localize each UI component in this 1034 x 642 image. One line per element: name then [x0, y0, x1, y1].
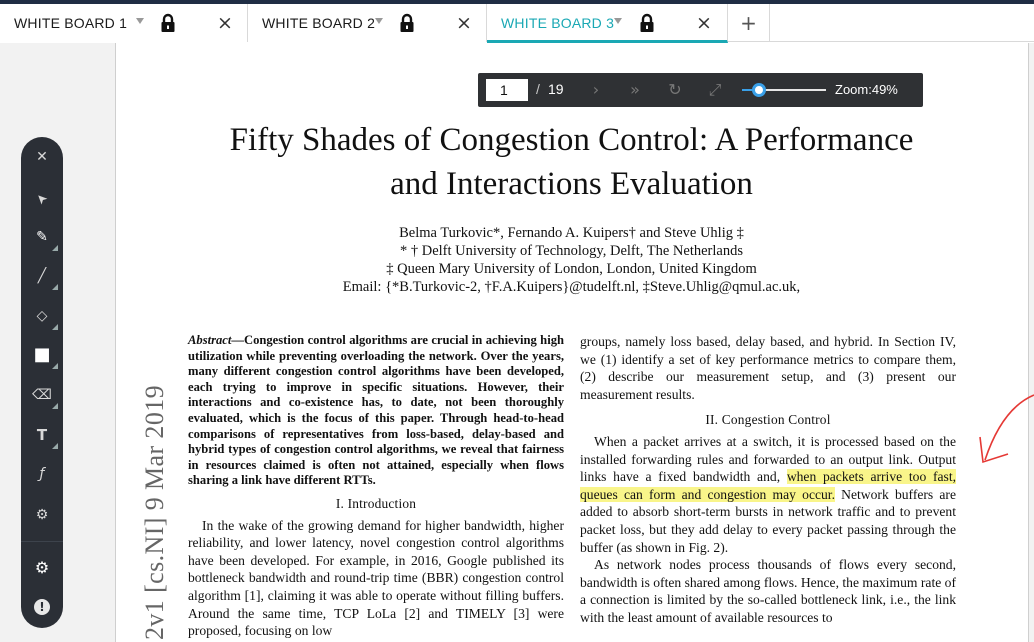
lock-icon[interactable]	[399, 13, 415, 33]
paper-left-column	[188, 333, 564, 640]
tab-label: WHITE BOARD 1	[14, 15, 128, 31]
chevron-down-icon[interactable]	[375, 18, 383, 24]
line-icon[interactable]: ╱	[21, 258, 63, 294]
pdf-toolbar	[478, 73, 923, 107]
tab-white-board-3[interactable]	[487, 4, 728, 43]
paper-right-column	[580, 333, 956, 627]
gear-icon[interactable]: ⚙	[34, 558, 50, 577]
formula-icon[interactable]: ƒ	[39, 466, 45, 482]
paper-authors: Belma Turkovic*, Fernando A. Kuipers† and Steve Uhlig ‡	[399, 225, 744, 241]
cc-text-a: When a packet arrives at a switch, it is processed based on the installed forwarding rules and forwarded to an output link. Output links have a fixed bandwidth and,	[580, 433, 956, 485]
paper-title	[160, 118, 983, 206]
section-heading-introduction: I. Introduction	[335, 495, 417, 511]
lock-icon[interactable]	[160, 13, 176, 33]
page-separator: /	[536, 81, 540, 97]
chevron-down-icon[interactable]	[614, 18, 622, 24]
congestion-control-paragraph	[580, 433, 956, 556]
paper-authors-block	[280, 224, 863, 296]
fit-screen-icon[interactable]: ⤢	[708, 80, 722, 99]
paper-title-line1: Fifty Shades of Congestion Control: A Performance	[229, 122, 914, 158]
close-icon[interactable]: ✕	[36, 149, 48, 165]
abstract-text: —Congestion control algorithms are crucial in achieving high utilization while preventing overloading the network. Over the years, many different congestion control algorithms have been developed, each trying to improve in specific situations. However, their interactions and co-existence has, to date, not been thoroughly evaluated, which is the focus of this paper. Through head-to-head comparisons of representatives from loss-based, delay-based and hybrid types of congestion control algorithms, we reveal that fairness in resources claimed is often not attained, especially when flows sharing a link have different RTTs.	[188, 333, 564, 488]
tab-label: WHITE BOARD 3	[501, 15, 615, 31]
section-heading-congestion-control: II. Congestion Control	[705, 412, 831, 428]
chevron-down-icon[interactable]	[136, 18, 144, 24]
arxiv-stamp: 2v1 [cs.NI] 9 Mar 2019	[140, 384, 169, 640]
next-page-icon[interactable]: ›	[592, 80, 600, 99]
rotate-icon[interactable]: ↻	[668, 80, 682, 99]
last-page-icon[interactable]: »	[630, 80, 640, 99]
zoom-slider-thumb[interactable]	[752, 83, 766, 97]
right-paragraph-1: groups, namely loss based, delay based, and hybrid. In Section IV, we (1) identify a set of key performance metrics to compare them, (2) describe our measurement setup, and (3) present our measurement results.	[580, 334, 956, 402]
settings-gear-icon[interactable]: ⚙	[35, 507, 49, 523]
paper-title-line2: and Interactions Evaluation	[390, 166, 753, 202]
tab-bar	[0, 4, 1034, 42]
paper-affiliation-1: * † Delft University of Technology, Delft, The Netherlands	[399, 243, 743, 259]
abstract-label: Abstract	[188, 333, 232, 347]
abstract	[188, 333, 564, 489]
add-tab-button[interactable]: +	[728, 4, 770, 42]
zoom-slider[interactable]	[742, 89, 826, 91]
pen-icon[interactable]: ✎	[21, 219, 63, 255]
paper-affiliation-2: ‡ Queen Mary University of London, London, United Kingdom	[386, 261, 757, 277]
eraser-icon[interactable]: ⌫	[21, 377, 63, 413]
paper-email: Email: {*B.Turkovic-2, †F.A.Kuipers}@tudelft.nl, ‡Steve.Uhlig@qmul.ac.uk,	[342, 279, 801, 295]
close-tab-icon[interactable]: ×	[456, 12, 472, 34]
tab-label: WHITE BOARD 2	[262, 15, 376, 31]
shape-cube-icon[interactable]: ◇	[21, 298, 63, 334]
close-tab-icon[interactable]: ×	[217, 12, 233, 34]
zoom-label: Zoom:49%	[835, 82, 898, 97]
intro-paragraph: In the wake of the growing demand for higher bandwidth, higher reliability, and lower latency, novel congestion control algorithms have been developed. For example, in 2016, Google published its bottleneck bandwidth and round-trip time (BBR) congestion control algorithm [1], claiming it was able to operate without filling buffers. Around the same time, TCP LoLa [2] and TIMELY [3] were proposed, focusing on low	[188, 517, 564, 639]
page-total: 19	[548, 81, 564, 97]
tools-divider	[21, 541, 63, 542]
fill-color-icon[interactable]: ■	[21, 337, 63, 373]
highlighted-text[interactable]: when packets arrive too fast, queues can form and congestion may occur.	[580, 469, 956, 502]
tab-white-board-2[interactable]	[248, 4, 487, 42]
drawing-tools-panel	[21, 137, 63, 628]
lock-icon[interactable]	[639, 13, 655, 33]
close-tab-icon[interactable]: ×	[696, 12, 712, 34]
page-number-input[interactable]	[486, 79, 528, 101]
cc-text-b: Network buffers are added to absorb short-term bursts in network traffic and to prevent packet loss, but they add delay to every packet passing through the buffer (as shown in Fig. 2).	[580, 486, 956, 555]
text-icon[interactable]: T	[21, 417, 63, 453]
alert-icon[interactable]: !	[21, 589, 63, 625]
select-pointer-icon[interactable]: ➤	[32, 189, 51, 208]
congestion-control-paragraph-2: As network nodes process thousands of flows every second, bandwidth is often shared among flows. Hence, the maximum rate of a connection is limited by the so-called bottleneck link, i.e., the link with the least amount of available resources to	[580, 557, 956, 625]
tab-white-board-1[interactable]	[0, 4, 248, 42]
